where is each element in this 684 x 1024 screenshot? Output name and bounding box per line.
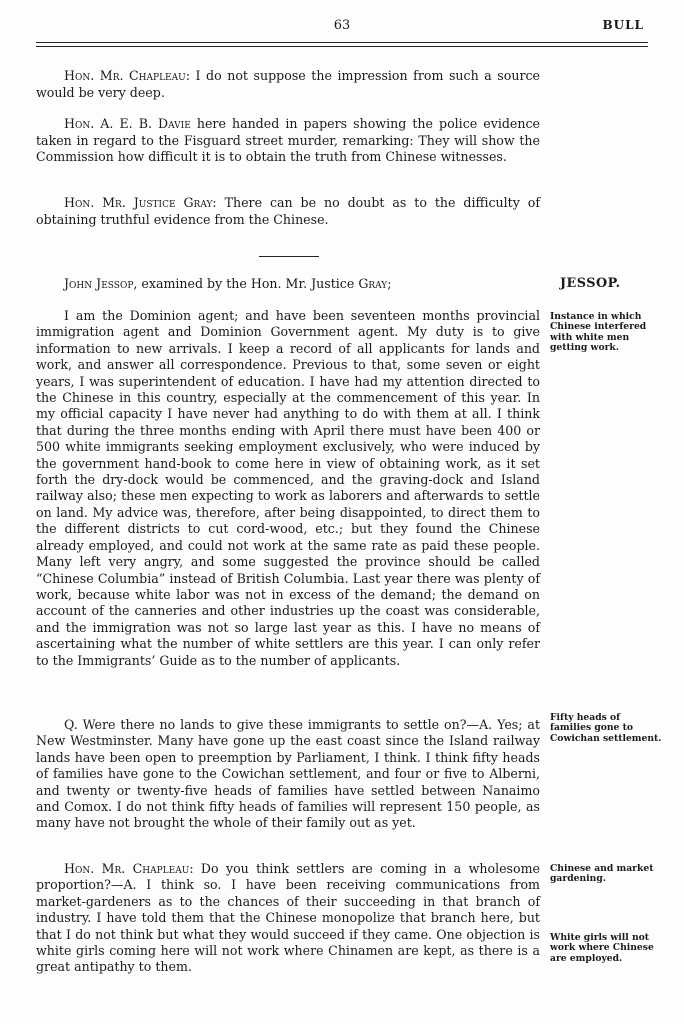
margin-note-instance: Instance in which Chinese interfered with white men getting work. xyxy=(550,311,647,354)
section-separator xyxy=(259,256,319,257)
speaker-name: Hon. Mr. Chapleau xyxy=(64,68,186,83)
paragraph-text: : I do not suppose the impression from such a source would be very deep. xyxy=(36,68,540,100)
margin-note-white-girls: White girls will not work where Chinese are employed. xyxy=(550,932,654,964)
speaker-name: Hon. A. E. B. Davie xyxy=(64,116,191,131)
paragraph-chapleau-2 xyxy=(36,861,540,976)
witness-tag: JESSOP. xyxy=(560,276,621,291)
margin-note-market-gardening: Chinese and market gardening. xyxy=(550,863,654,885)
page-number: 63 xyxy=(333,18,351,33)
header-rule-thick xyxy=(36,42,648,43)
header-rule-thin xyxy=(36,46,648,47)
witness-name: John Jessop xyxy=(64,276,134,291)
witness-heading xyxy=(36,276,540,293)
paragraph-text: here handed in papers showing the police evidence taken in regard to the Fisguard street murder, remarking: They will show the Commission how difficult it is to obtain the truth from Chinese witnesses. xyxy=(36,116,540,165)
paragraph-jessop-testimony: I am the Dominion agent; and have been seventeen months provincial immigration agent and Dominion Government agent. My duty is to give information to new arrivals. I keep a record of all applicants for lands and work, and answer all correspondence. Previous to that, some seven or eight years, I was superintendent of education. I have had my attention directed to the Chinese in this country, especially at the commencement of this year. In my official capacity I have never had anything to do with them at all. I think that during the three months ending with April there must have been 400 or 500 white immigrants seeking employment exclusively, who were induced by the government hand-book to come here in view of obtaining work, as it set forth the dry-dock would be commenced, and the graving-dock and Island railway also; these men expecting to work as laborers and afterwards to settle on land. My advice was, therefore, after being disappointed, to direct them to the different districts to cut cord-wood, etc.; but they found the Chinese already employed, and could not work at the same rate as paid these people. Many left very angry, and some suggested the province should be called “Chinese Columbia” instead of British Columbia. Last year there was plenty of work, because white labor was not in excess of the demand; the demand on account of the canneries and other industries up the coast was considerable, and the immigration was not so large last year as this. I have no means of ascertaining what the number of white settlers are this year. I can only refer to the Immigrants’ Guide as to the number of applicants. xyxy=(36,308,540,668)
margin-note-fifty-heads: Fifty heads of families gone to Cowichan settlement. xyxy=(550,712,662,744)
witness-intro: , examined by the Hon. Mr. Justice xyxy=(133,276,355,291)
paragraph-davie xyxy=(36,116,540,166)
witness-end: ; xyxy=(387,276,392,291)
paragraph-question-lands: Q. Were there no lands to give these immigrants to settle on?—A. Yes; at New Westminster. Many have gone up the east coast since the Island railway lands have been open to preemption by Parliament, I think. I think fifty heads of families have gone to the Cowichan settlement, and four or five to Alberni, and twenty or twenty-five heads of families have settled between Nanaimo and Comox. I do not think fifty heads of families will represent 150 people, as many have not brought the whole of their family out as yet. xyxy=(36,717,540,831)
paragraph-chapleau-1 xyxy=(36,68,540,101)
speaker-name: Hon. Mr. Chapleau xyxy=(64,861,190,876)
examiner-name: Gray xyxy=(358,276,388,291)
paragraph-gray xyxy=(36,195,540,228)
paragraph-text: : There can be no doubt as to the difficulty of obtaining truthful evidence from the Chinese. xyxy=(36,195,540,227)
paragraph-text: : Do you think settlers are coming in a wholesome proportion?—A. I think so. I have been receiving communications from market-gardeners as to the chances of their succeeding in that branch of industry. I have told them that the Chinese monopolize that branch here, but that I do not think but what they would succeed if they came. One objection is white girls coming here will not work where Chinamen are kept, as there is a great antipathy to them. xyxy=(36,861,540,975)
speaker-name: Hon. Mr. Justice Gray xyxy=(64,195,213,210)
running-title: BULL xyxy=(602,18,644,32)
